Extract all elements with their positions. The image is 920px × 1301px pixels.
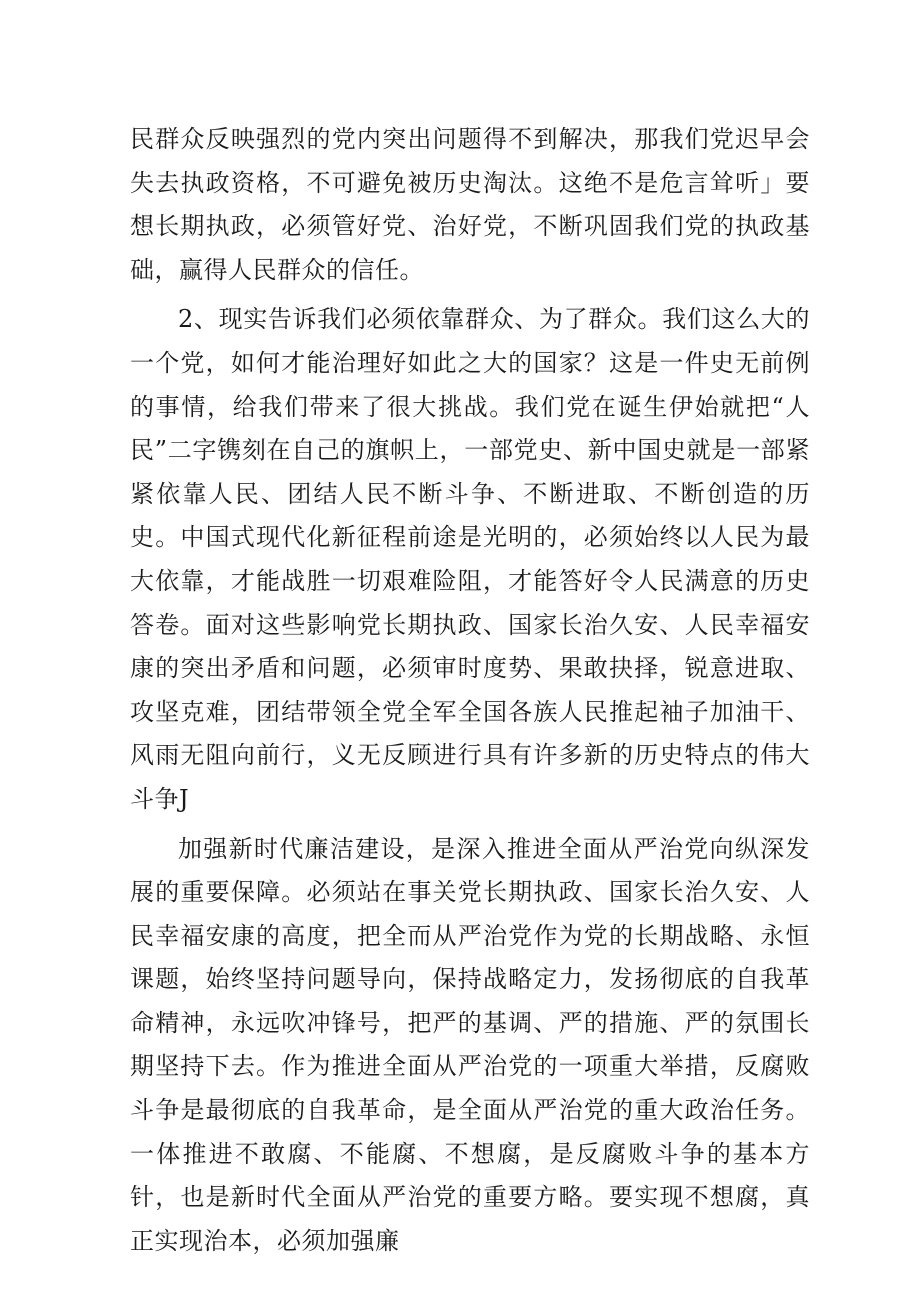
document-body bbox=[130, 118, 810, 1269]
paragraph-point-2: 2、现实告诉我们必须依靠群众、为了群众。我们这么大的一个党，如何才能治理好如此之大的国家？这是一件史无前例的事情，给我们带来了很大挑战。我们党在诞生伊始就把“人民”二字镌刻在自己的旗帜上，一部党史、新中国史就是一部紧紧依靠人民、团结人民不断斗争、不断进取、不断创造的历史。中国式现代化新征程前途是光明的，必须始终以人民为最大依靠，才能战胜一切艰难险阻，才能答好令人民满意的历史答卷。面对这些影响党长期执政、国家长治久安、人民幸福安康的突出矛盾和问题，必须审时度势、果敢抉择，锐意进取、攻坚克难，团结带领全党全军全国各族人民推起袖子加油干、风雨无阻向前行，义无反顾进行具有许多新的历史特点的伟大斗争J bbox=[130, 305, 810, 813]
paragraph-integrity-building: 加强新时代廉洁建设，是深入推进全面从严治党向纵深发展的重要保障。必须站在事关党长期执政、国家长治久安、人民幸福安康的高度，把全而从严治党作为党的长期战略、永恒课题，始终坚持问题导向，保持战略定力，发扬彻底的自我革命精神，永远吹冲锋号，把严的基调、严的措施、严的氛围长期坚持下去。作为推进全面从严治党的一项重大举措，反腐败斗争是最彻底的自我革命，是全面从严治党的重大政治任务。一体推进不敢腐、不能腐、不想腐，是反腐败斗争的基本方针，也是新时代全面从严治党的重要方略。要实现不想腐，真正实现治本，必须加强廉 bbox=[130, 834, 810, 1255]
paragraph-continuation: 民群众反映强烈的党内突出问题得不到解决，那我们党迟早会失去执政资格，不可避免被历史淘汰。这绝不是危言耸听」要想长期执政，必须管好党、治好党，不断巩固我们党的执政基础，赢得人民群众的信任。 bbox=[130, 125, 810, 284]
